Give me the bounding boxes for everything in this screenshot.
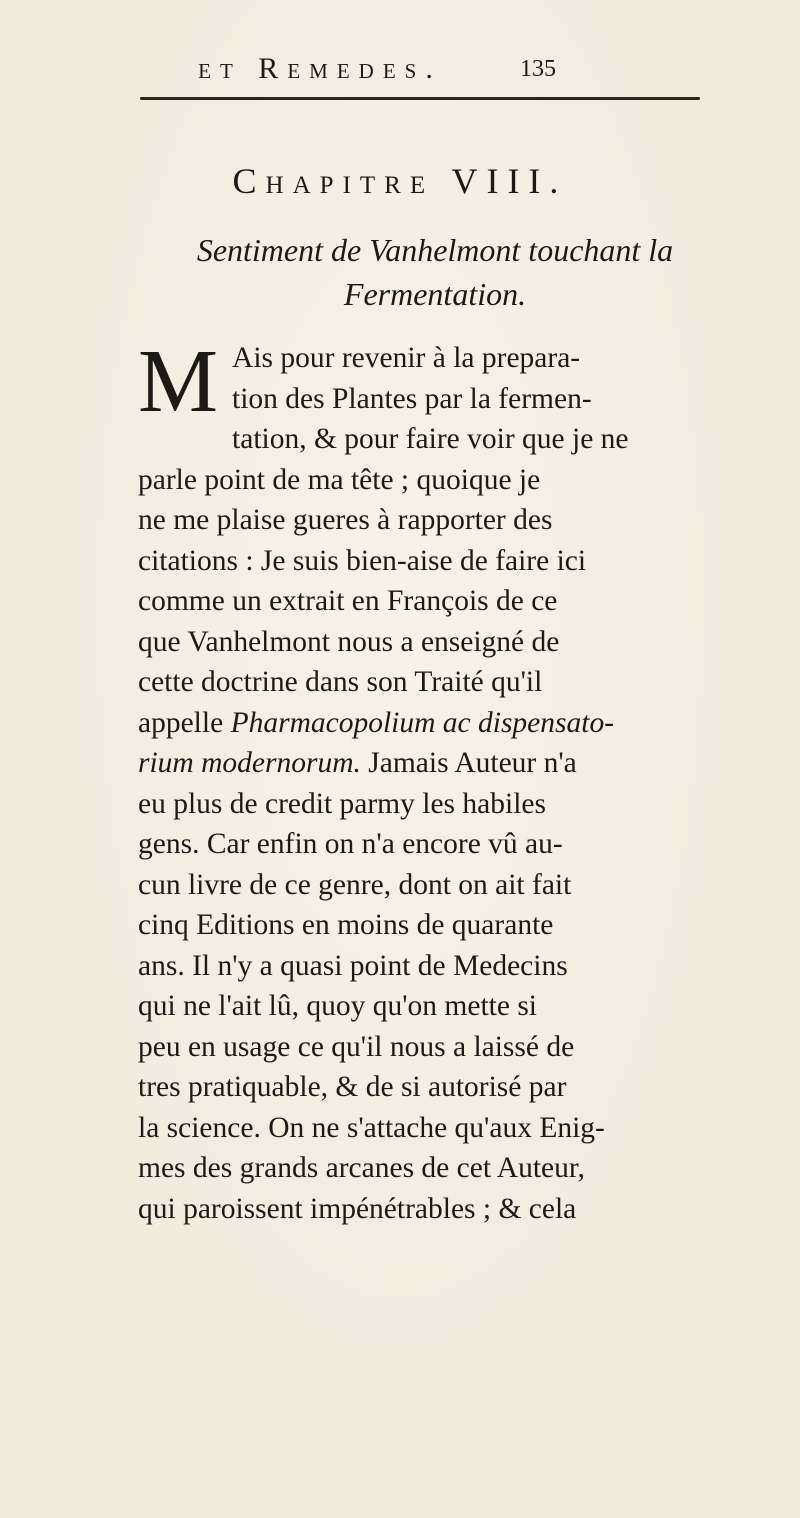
text-line-2: tion des Plantes par la fermen- bbox=[232, 382, 592, 415]
text-line-1: Ais pour revenir à la prepara- bbox=[232, 342, 581, 374]
text-line-10-start: appelle bbox=[138, 706, 231, 739]
text-line-22: qui paroissent impénétrables ; & cela bbox=[138, 1192, 577, 1225]
text-line-20: la science. On ne s'attache qu'aux Enig- bbox=[138, 1111, 605, 1144]
text-line-16: ans. Il n'y a quasi point de Medecins bbox=[138, 949, 568, 982]
text-line-11 bbox=[138, 743, 730, 784]
text-line-10 bbox=[138, 703, 730, 744]
text-line-15: cinq Editions en moins de quarante bbox=[138, 909, 554, 941]
chapter-subtitle-line-1: Sentiment de Vanhelmont touchant la bbox=[196, 232, 674, 268]
text-line-12: eu plus de credit parmy les habiles bbox=[138, 787, 546, 820]
page-number: 135 bbox=[520, 56, 556, 82]
text-line-9: cette doctrine dans son Traité qu'il bbox=[138, 666, 543, 698]
text-line-11-end: Jamais Auteur n'a bbox=[360, 747, 577, 779]
text-line-19: tres pratiquable, & de si autorisé par bbox=[138, 1071, 567, 1103]
drop-cap: M bbox=[138, 332, 219, 431]
chapter-subtitle bbox=[135, 228, 735, 316]
text-line-6: citations : Je suis bien-aise de faire ici bbox=[138, 544, 587, 577]
text-line-8: que Vanhelmont nous a enseigné de bbox=[138, 625, 560, 658]
text-line-18: peu en usage ce qu'il nous a laissé de bbox=[138, 1030, 575, 1063]
italic-book-title-end: rium modernorum. bbox=[138, 747, 361, 779]
text-line-3: tation, & pour faire voir que je ne bbox=[232, 423, 629, 455]
text-line-4: parle point de ma tête ; quoique je bbox=[138, 463, 541, 496]
running-title: et Remedes. bbox=[198, 52, 442, 85]
body-text bbox=[138, 332, 730, 1229]
text-line-5: ne me plaise gueres à rapporter des bbox=[138, 504, 553, 536]
text-line-13: gens. Car enfin on n'a encore vû au- bbox=[138, 828, 563, 860]
text-line-7: comme un extrait en François de ce bbox=[138, 585, 558, 617]
italic-book-title: Pharmacopolium ac dispensato- bbox=[230, 706, 615, 739]
chapter-title: Chapitre VIII. bbox=[232, 161, 568, 201]
text-line-17: qui ne l'ait lû, quoy qu'on mette si bbox=[138, 990, 537, 1022]
text-line-21: mes des grands arcanes de cet Auteur, bbox=[138, 1152, 585, 1184]
header-rule bbox=[140, 97, 700, 100]
text-line-14: cun livre de ce genre, dont on ait fait bbox=[138, 868, 572, 901]
chapter-subtitle-line-2: Fermentation. bbox=[343, 276, 527, 312]
running-head bbox=[0, 52, 800, 92]
